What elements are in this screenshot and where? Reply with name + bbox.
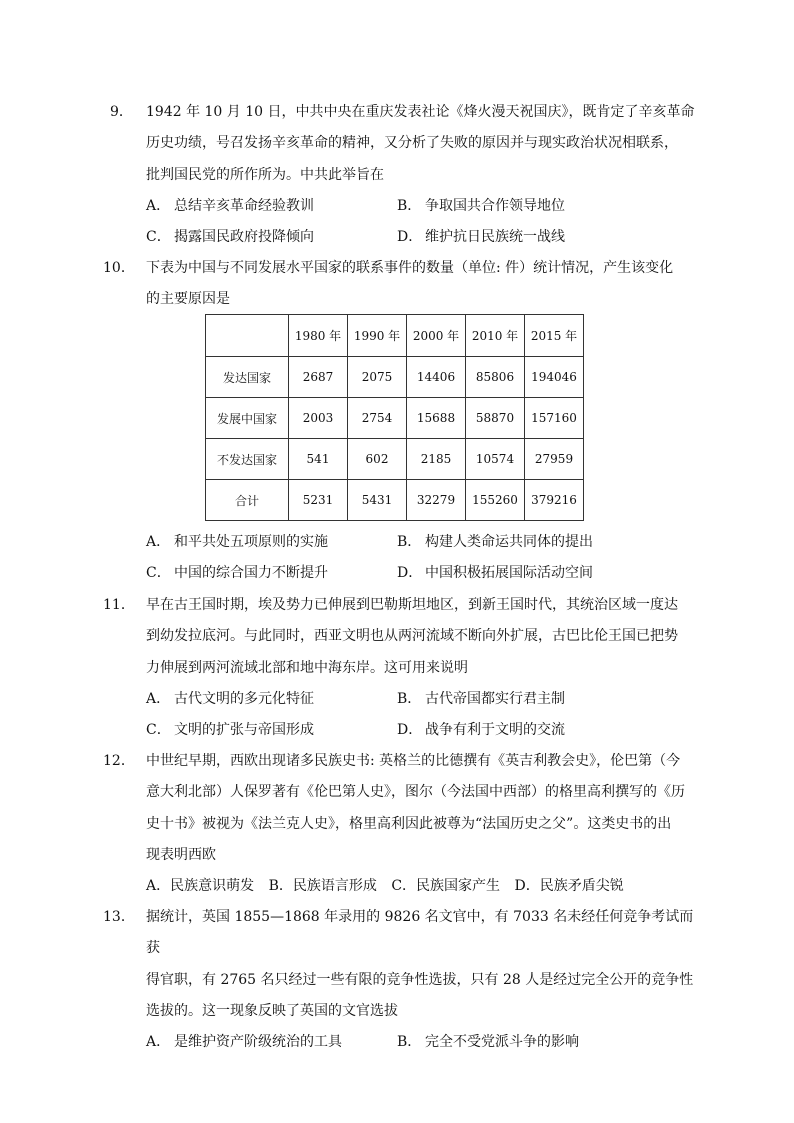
stem-line: 的主要原因是 — [146, 291, 230, 308]
question-10 — [103, 253, 696, 316]
table-header-cell: 1990 年 — [348, 315, 407, 357]
table-header-row — [206, 315, 584, 357]
question-number: 10． — [103, 260, 135, 276]
question-13 — [103, 902, 696, 1058]
option-b[interactable]: B．民族语言形成 — [268, 878, 377, 895]
options — [126, 1027, 696, 1058]
stem-line: 史十书》被视为《法兰克人史》，格里高利因此被尊为“法国历史之父”。这类史书的出 — [146, 815, 672, 832]
stem-line: 现表明西欧 — [146, 846, 216, 863]
table-row — [206, 439, 584, 480]
option-b[interactable]: B． 完全不受党派斗争的影响 — [397, 1034, 579, 1051]
stem-line: 据统计，英国 1855—1868 年录用的 9826 名文官中，有 7033 名未经任何竞争考试而获 — [146, 909, 694, 957]
option-c[interactable]: C．民族国家产生 — [391, 878, 501, 895]
question-stem — [126, 253, 696, 316]
option-b[interactable]: B． 古代帝国都实行君主制 — [397, 690, 565, 707]
option-b[interactable]: B． 构建人类命运共同体的提出 — [397, 534, 593, 550]
table-cell: 541 — [289, 439, 348, 480]
row-label: 不发达国家 — [206, 439, 289, 480]
option-d[interactable]: D．民族矛盾尖锐 — [514, 878, 624, 895]
option-a[interactable]: A． 总结辛亥革命经验教训 — [146, 197, 314, 214]
table-cell: 15688 — [407, 398, 466, 439]
table-header-cell — [206, 315, 289, 357]
stem-line: 选拔的。这一现象反映了英国的文官选拔 — [146, 1002, 398, 1019]
options — [126, 191, 696, 254]
stem-line: 意大利北部）人保罗著有《伦巴第人史》，图尔（今法国中西部）的格里高利撰写的《历 — [146, 784, 685, 801]
row-label: 合计 — [206, 480, 289, 521]
option-d[interactable]: D． 战争有利于文明的交流 — [397, 722, 565, 739]
stem-line: 力伸展到两河流域北部和地中海东岸。这可用来说明 — [146, 659, 468, 676]
option-a[interactable]: A． 和平共处五项原则的实施 — [146, 534, 328, 550]
option-c[interactable]: C． 中国的综合国力不断提升 — [146, 565, 328, 582]
table-header-cell: 2000 年 — [407, 315, 466, 357]
question-11 — [103, 590, 696, 746]
table-cell: 85806 — [466, 357, 525, 398]
table-cell: 2754 — [348, 398, 407, 439]
stem-line: 中世纪早期，西欧出现诸多民族史书: 英格兰的比德撰有《英吉利教会史》，伦巴第（今 — [146, 753, 681, 769]
table-cell: 27959 — [525, 439, 584, 480]
table-cell: 2003 — [289, 398, 348, 439]
stem-line: 得官职，有 2765 名只经过一些有限的竞争性选拔，只有 28 人是经过完全公开的竞争性 — [146, 971, 694, 988]
stem-line: 到幼发拉底河。与此同时，西亚文明也从两河流域不断向外扩展，古巴比伦王国已把势 — [146, 628, 678, 645]
question-9 — [110, 97, 696, 253]
table-cell: 10574 — [466, 439, 525, 480]
table-row — [206, 398, 584, 439]
table-row — [206, 357, 584, 398]
option-a[interactable]: A． 是维护资产阶级统治的工具 — [146, 1034, 342, 1051]
question-number: 13． — [103, 909, 135, 925]
question-stem — [126, 97, 696, 191]
table-cell: 5431 — [348, 480, 407, 521]
question-stem — [126, 746, 696, 871]
option-a[interactable]: A． 古代文明的多元化特征 — [146, 690, 314, 707]
question-stem — [126, 902, 696, 1027]
question-number: 9． — [110, 104, 133, 120]
table-cell: 194046 — [525, 357, 584, 398]
option-d[interactable]: D． 维护抗日民族统一战线 — [397, 229, 565, 246]
table-row — [206, 480, 584, 521]
table-cell: 58870 — [466, 398, 525, 439]
table-cell: 157160 — [525, 398, 584, 439]
options — [126, 871, 696, 902]
stem-line: 1942 年 10 月 10 日，中共中央在重庆发表社论《烽火漫天祝国庆》，既肯定了辛亥革命 — [146, 104, 695, 120]
statistics-table — [205, 314, 584, 521]
table-cell: 602 — [348, 439, 407, 480]
option-b[interactable]: B． 争取国共合作领导地位 — [397, 197, 565, 214]
stem-line: 下表为中国与不同发展水平国家的联系事件的数量（单位: 件）统计情况，产生该变化 — [146, 260, 674, 276]
option-a[interactable]: A．民族意识萌发 — [146, 878, 255, 895]
option-c[interactable]: C． 文明的扩张与帝国形成 — [146, 722, 314, 739]
question-12 — [103, 746, 696, 902]
stem-line: 批判国民党的所作所为。中共此举旨在 — [146, 166, 384, 183]
option-d[interactable]: D． 中国积极拓展国际活动空间 — [397, 565, 593, 582]
options — [126, 684, 696, 747]
question-number: 11． — [103, 597, 135, 613]
question-number: 12． — [103, 753, 135, 769]
table-header-cell: 2015 年 — [525, 315, 584, 357]
table-header-cell: 1980 年 — [289, 315, 348, 357]
table-cell: 32279 — [407, 480, 466, 521]
stem-line: 早在古王国时期，埃及势力已伸展到巴勒斯坦地区，到新王国时代，其统治区域一度达 — [146, 597, 678, 613]
row-label: 发达国家 — [206, 357, 289, 398]
row-label: 发展中国家 — [206, 398, 289, 439]
stem-line: 历史功绩，号召发扬辛亥革命的精神，又分析了失败的原因并与现实政治状况相联系， — [146, 135, 678, 152]
table-cell: 5231 — [289, 480, 348, 521]
option-c[interactable]: C． 揭露国民政府投降倾向 — [146, 229, 314, 246]
table-cell: 2687 — [289, 357, 348, 398]
table-cell: 2185 — [407, 439, 466, 480]
options — [126, 527, 696, 590]
table-header-cell: 2010 年 — [466, 315, 525, 357]
table-cell: 379216 — [525, 480, 584, 521]
question-10-options — [126, 527, 696, 590]
question-stem — [126, 590, 696, 684]
table-cell: 2075 — [348, 357, 407, 398]
table-cell: 155260 — [466, 480, 525, 521]
table-cell: 14406 — [407, 357, 466, 398]
